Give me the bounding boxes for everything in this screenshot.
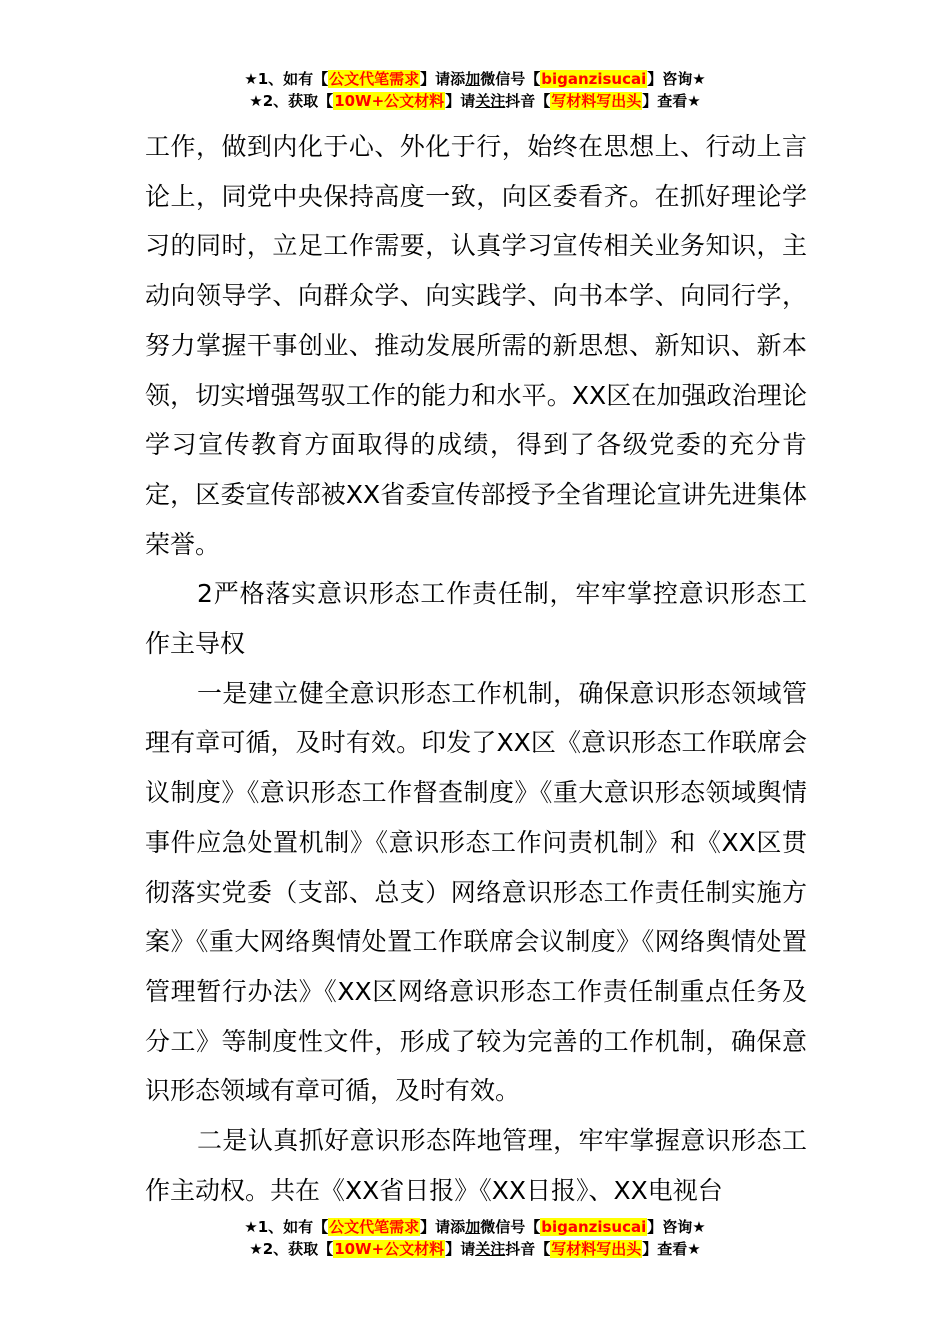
banner-text: 】查看★ [642,1240,701,1258]
banner-text: 】请添 [420,1218,466,1236]
banner-highlight-materials: 10W+公文材料 [334,92,445,110]
paragraph-1: 工作，做到内化于心、外化于行，始终在思想上、行动上言论上，同党中央保持高度一致，向区委看齐。在抓好理论学习的同时，立足工作需要，认真学习宣传相关业务知识，主动向领导学、向群众学、向实践学、向书本学、向同行学，努力掌握干事创业、推动发展所需的新思想、新知识、新本领，切实增强驾驭工作的能力和水平。XX区在加强政治理论学习宣传教育方面取得的成绩，得到了各级党委的充分肯定，区委宣传部被XX省委宣传部授予全省理论宣讲先进集体荣誉。 [145,132,807,559]
banner-text: 抖音【 [505,1240,551,1258]
banner-text: 】请添 [420,70,466,88]
banner-text: 】查看★ [642,92,701,110]
banner-underlined-text: 加 [465,70,481,88]
banner-text: ★2、获取【 [249,92,334,110]
document-body [145,122,807,1215]
banner-text: ★1、如有【 [244,70,329,88]
paragraph-3: 二是认真抓好意识形态阵地管理，牢牢掌握意识形态工作主动权。共在《XX省日报》《XX日报》、XX电视台 [145,1126,807,1205]
paragraph-2: 一是建立健全意识形态工作机制，确保意识形态领域管理有章可循，及时有效。印发了XX区《意识形态工作联席会议制度》《意识形态工作督查制度》《重大意识形态领域舆情事件应急处置机制》《意识形态工作问责机制》和《XX区贯彻落实党委（支部、总支）网络意识形态工作责任制实施方案》《重大网络舆情处置工作联席会议制度》《网络舆情处置管理暂行办法》《XX区网络意识形态工作责任制重点任务及分工》等制度性文件，形成了较为完善的工作机制，确保意识形态领域有章可循，及时有效。 [145,678,807,1106]
banner-highlight-wechat: biganzisucai [541,70,647,88]
banner-line-1 [0,68,950,90]
banner-underlined-text: 关注 [475,1240,506,1258]
banner-text: 微信号【 [480,1218,541,1236]
banner-text: ★1、如有【 [244,1218,329,1236]
banner-text: 】咨询★ [647,70,706,88]
section-heading: 2严格落实意识形态工作责任制，牢牢掌控意识形态工作主导权 [145,579,807,659]
banner-highlight-service: 公文代笔需求 [329,1218,420,1236]
banner-highlight-douyin: 写材料写出头 [551,1240,642,1258]
banner-highlight-materials: 10W+公文材料 [334,1240,445,1258]
banner-underlined-text: 关注 [475,92,506,110]
banner-underlined-text: 加 [465,1218,481,1236]
footer-banner [0,1216,950,1260]
banner-highlight-wechat: biganzisucai [541,1218,647,1236]
banner-text: 】请 [445,92,476,110]
banner-text: 微信号【 [480,70,541,88]
banner-line-2 [0,90,950,112]
header-banner [0,68,950,112]
banner-text: ★2、获取【 [249,1240,334,1258]
banner-text: 】请 [445,1240,476,1258]
banner-highlight-service: 公文代笔需求 [329,70,420,88]
banner-text: 抖音【 [505,92,551,110]
banner-highlight-douyin: 写材料写出头 [551,92,642,110]
banner-line-1 [0,1216,950,1238]
banner-text: 】咨询★ [647,1218,706,1236]
banner-line-2 [0,1238,950,1260]
